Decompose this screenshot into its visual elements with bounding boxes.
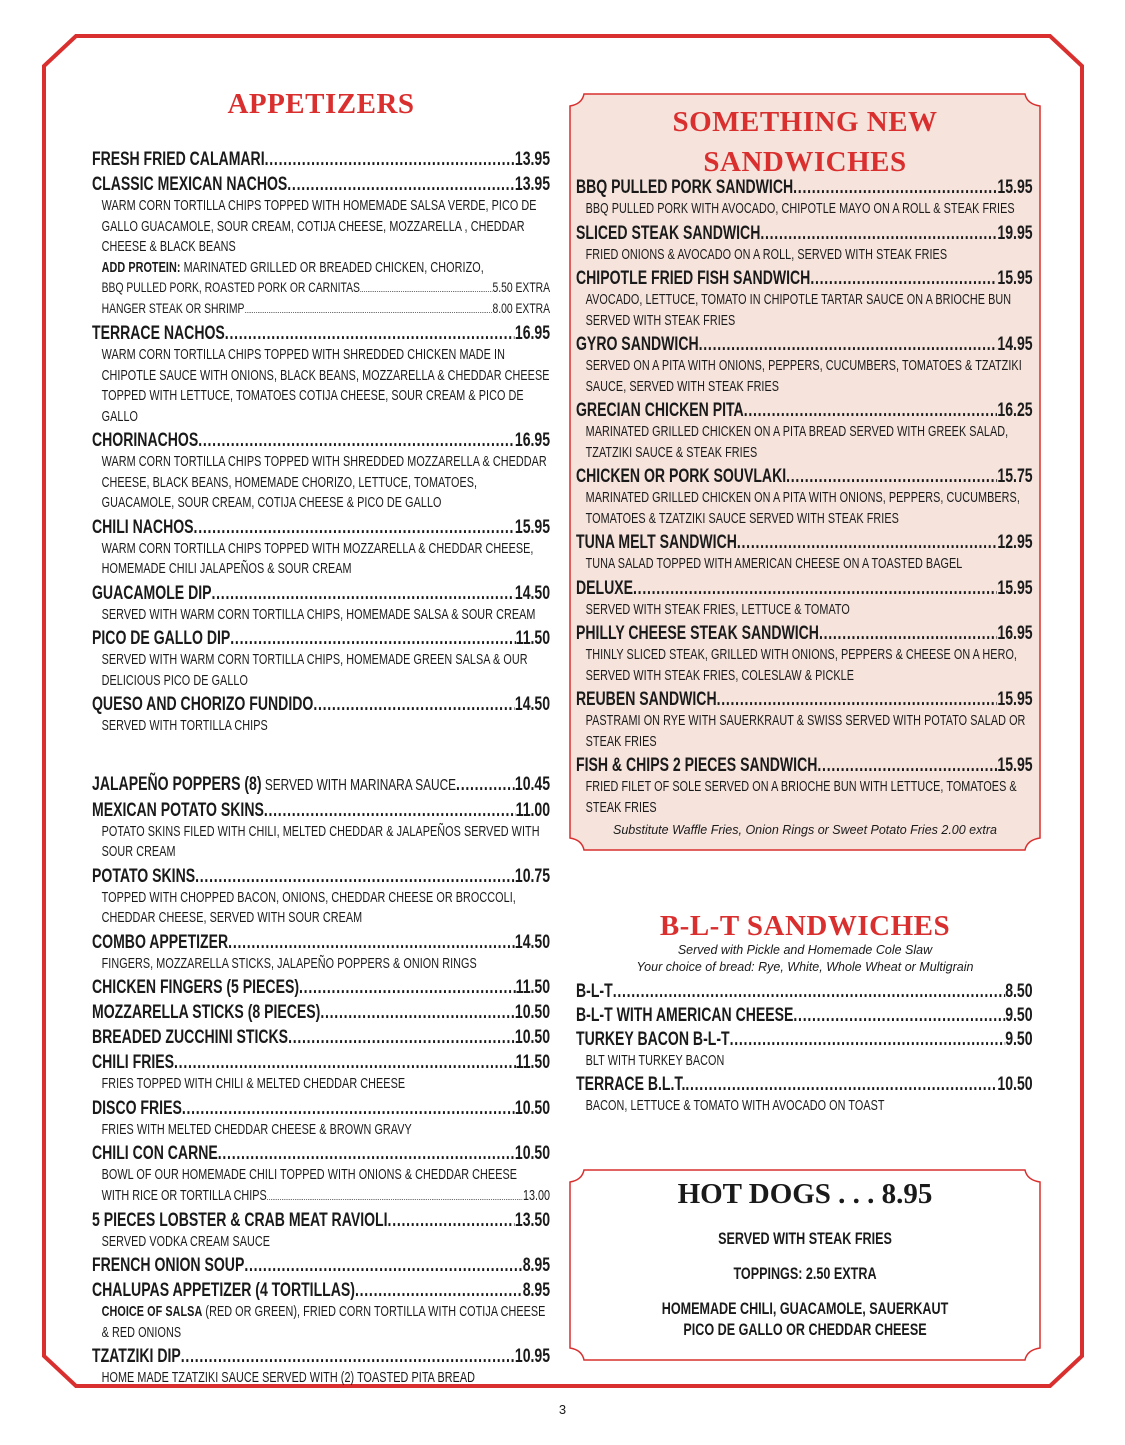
menu-item-name-text: TURKEY BACON B-L-T xyxy=(576,1029,730,1050)
sandwiches-note: Substitute Waffle Fries, Onion Rings or Sweet Potato Fries 2.00 extra xyxy=(613,823,997,837)
dot-leader xyxy=(613,980,1006,1003)
menu-item-description: BOWL OF OUR HOMEMADE CHILI TOPPED WITH ONIONS & CHEDDAR CHEESE xyxy=(101,1167,518,1183)
menu-item-name xyxy=(92,931,228,954)
menu-item-name xyxy=(92,1097,182,1120)
menu-item-price: 11.50 xyxy=(515,977,551,998)
menu-item-price: 13.50 xyxy=(514,1209,551,1231)
menu-item-name-text: CHICKEN FINGERS (5 PIECES) xyxy=(92,977,300,998)
menu-item-description: SERVED WITH WARM CORN TORTILLA CHIPS, HOMEMADE GREEN SALSA & OUR DELICIOUS PICO DE GALLO xyxy=(101,652,528,689)
menu-item-price: 10.50 xyxy=(514,1097,551,1119)
menu-item-price: 15.95 xyxy=(997,755,1033,776)
menu-item-name xyxy=(576,465,786,488)
menu-item xyxy=(576,399,1033,463)
dot-leader xyxy=(355,1279,523,1302)
menu-item xyxy=(576,176,1033,220)
dot-leader xyxy=(218,1142,515,1165)
menu-item-name-text: PICO DE GALLO DIP xyxy=(92,628,231,649)
menu-item-description: TOPPED WITH CHOPPED BACON, ONIONS, CHEDDAR CHEESE OR BROCCOLI, CHEDDAR CHEESE, SERVED WITH SOUR CREAM xyxy=(101,889,516,926)
menu-item-header xyxy=(576,622,1033,645)
menu-item-header xyxy=(92,429,550,452)
blt-subtitle-1: Served with Pickle and Homemade Cole Slaw xyxy=(677,943,933,957)
menu-item-name xyxy=(576,333,699,356)
menu-item-name xyxy=(576,267,810,290)
menu-item-price: 8.50 xyxy=(1005,981,1033,1002)
dot-leader xyxy=(810,267,997,290)
menu-item-header xyxy=(92,516,550,539)
dot-leader xyxy=(174,1051,516,1074)
dot-leader xyxy=(817,754,997,777)
menu-item-name-text: CHILI NACHOS xyxy=(92,516,194,538)
menu-item-name-text: B-L-T WITH AMERICAN CHEESE xyxy=(576,1005,794,1026)
menu-item-description: SERVED ON A PITA WITH ONIONS, PEPPERS, CUCUMBERS, TOMATOES & TZATZIKI SAUCE, SERVED WITH STEAK FRIES xyxy=(585,358,1022,395)
menu-item-name xyxy=(92,1026,288,1049)
dot-leader xyxy=(456,773,515,796)
chalupas-description xyxy=(102,1302,550,1343)
dot-leader xyxy=(819,622,997,645)
menu-item-name xyxy=(576,688,717,711)
menu-item-price: 9.50 xyxy=(1005,1005,1033,1026)
menu-item xyxy=(92,516,550,580)
menu-item-price: 16.95 xyxy=(514,430,551,451)
menu-item-name-text: COMBO APPETIZER xyxy=(92,931,229,953)
dot-leader xyxy=(744,399,998,422)
dot-leader xyxy=(730,1028,1006,1051)
menu-item-description: WARM CORN TORTILLA CHIPS TOPPED WITH SHREDDED CHICKEN MADE IN CHIPOTLE SAUCE WITH ONIONS, BLACK BEANS, MOZZARELLA & CHEDDAR CHEESE TOPPED WITH LETTUCE, TOMATOES COTIJA CHEESE, SOUR CREAM & PICO DE GALLO xyxy=(101,347,550,425)
menu-item-price: 10.75 xyxy=(514,865,551,887)
menu-item-name-text: CLASSIC MEXICAN NACHOS xyxy=(92,174,288,195)
menu-item-name xyxy=(576,1004,793,1027)
menu-item-description: MARINATED GRILLED CHICKEN ON A PITA WITH ONIONS, PEPPERS, CUCUMBERS, TOMATOES & TZATZIKI SAUCE SERVED WITH STEAK FRIES xyxy=(585,490,1020,527)
menu-item-description: MARINATED GRILLED CHICKEN ON A PITA BREAD SERVED WITH GREEK SALAD, TZATZIKI SAUCE & STEAK FRIES xyxy=(585,424,1009,461)
menu-item-header xyxy=(576,980,1033,1003)
dot-leader xyxy=(633,577,997,600)
dot-leader xyxy=(313,693,515,716)
menu-item-description: SERVED WITH STEAK FRIES, LETTUCE & TOMATO xyxy=(585,601,850,618)
menu-item-name-text: FRESH FRIED CALAMARI xyxy=(92,149,265,170)
menu-item-name-text: SLICED STEAK SANDWICH xyxy=(576,222,761,244)
menu-item-description: HOME MADE TZATZIKI SAUCE SERVED WITH (2) TOASTED PITA BREAD xyxy=(101,1370,476,1386)
menu-item xyxy=(576,222,1033,266)
menu-item-price: 15.95 xyxy=(997,577,1033,599)
menu-item-price: 15.95 xyxy=(997,268,1033,289)
menu-item xyxy=(576,1004,1033,1027)
menu-item xyxy=(92,1254,550,1277)
dot-leader xyxy=(230,627,515,650)
menu-item-name-text: DELUXE xyxy=(576,577,634,599)
menu-item xyxy=(576,267,1033,331)
menu-item-description: POTATO SKINS FILED WITH CHILI, MELTED CHEDDAR & JALAPEÑOS SERVED WITH SOUR CREAM xyxy=(101,823,540,860)
menu-item-name xyxy=(92,1209,388,1232)
menu-item xyxy=(92,799,550,863)
menu-item-header xyxy=(92,1051,550,1074)
menu-item-name-text: TUNA MELT SANDWICH xyxy=(576,532,737,553)
menu-item-header xyxy=(576,333,1033,356)
menu-item xyxy=(576,980,1033,1003)
menu-item-name-text: CHILI CON CARNE xyxy=(92,1143,218,1164)
menu-item xyxy=(576,1073,1033,1117)
menu-item-price: 11.50 xyxy=(515,628,551,649)
menu-item xyxy=(92,1345,550,1389)
menu-item-header xyxy=(92,1097,550,1120)
add-protein-text: MARINATED GRILLED OR BREADED CHICKEN, CHORIZO, xyxy=(180,259,484,276)
dot-leader xyxy=(181,1345,515,1368)
protein-option-label: BBQ PULLED PORK, ROASTED PORK OR CARNITAS xyxy=(101,279,360,295)
protein-option xyxy=(102,278,550,299)
menu-item-price: 15.95 xyxy=(997,689,1033,710)
sandwiches-title xyxy=(570,102,1040,182)
menu-item-header xyxy=(92,865,550,888)
menu-item-description: BACON, LETTUCE & TOMATO WITH AVOCADO ON TOAST xyxy=(585,1097,885,1114)
menu-item xyxy=(92,1142,550,1207)
menu-item-price: 10.50 xyxy=(997,1073,1033,1095)
menu-item-name xyxy=(576,980,613,1003)
menu-item-header xyxy=(576,1073,1033,1096)
sandwiches-list xyxy=(576,176,1033,818)
menu-item-description: THINLY SLICED STEAK, GRILLED WITH ONIONS, PEPPERS & CHEESE ON A HERO, SERVED WITH STEAK FRIES, COLESLAW & PICKLE xyxy=(585,647,1018,684)
dot-leader xyxy=(212,582,515,605)
menu-item-name xyxy=(92,582,212,605)
dot-leader xyxy=(299,976,516,999)
menu-item-name-text: GUACAMOLE DIP xyxy=(92,582,212,604)
menu-item-name-text: DISCO FRIES xyxy=(92,1097,182,1119)
menu-item xyxy=(92,1026,550,1049)
menu-item-name-text: BBQ PULLED PORK SANDWICH xyxy=(576,177,794,198)
option-price: 13.00 xyxy=(523,1187,551,1204)
menu-item-name xyxy=(576,754,817,777)
menu-item-name xyxy=(576,1073,685,1096)
menu-item-price: 10.50 xyxy=(514,1143,551,1164)
menu-item-price: 13.95 xyxy=(514,174,551,195)
menu-item-name xyxy=(92,773,456,797)
dot-leader xyxy=(194,516,515,539)
menu-item-header xyxy=(576,267,1033,290)
menu-item-header xyxy=(92,773,550,797)
dot-leader xyxy=(265,148,515,171)
hotdogs-details xyxy=(570,1228,1040,1340)
menu-item-name-text: JALAPEÑO POPPERS (8) xyxy=(92,773,262,795)
menu-item-name-text: CHICKEN OR PORK SOUVLAKI xyxy=(576,466,787,487)
menu-item-header xyxy=(92,1254,550,1277)
dot-leader xyxy=(786,465,997,488)
dot-leader xyxy=(225,322,515,345)
menu-item xyxy=(576,754,1033,818)
menu-item-header xyxy=(576,1004,1033,1027)
menu-item xyxy=(92,1209,550,1253)
menu-item-name-text: PHILLY CHEESE STEAK SANDWICH xyxy=(576,623,819,644)
menu-item-name xyxy=(92,148,265,171)
menu-item-price: 8.95 xyxy=(522,1280,551,1301)
menu-item-name xyxy=(92,693,313,716)
menu-item-price: 10.50 xyxy=(514,1027,551,1048)
dot-leader xyxy=(717,688,998,711)
menu-item-price: 14.50 xyxy=(514,694,551,715)
dot-leader xyxy=(182,1097,515,1120)
menu-item-price: 8.95 xyxy=(522,1255,551,1276)
menu-item-description: BLT WITH TURKEY BACON xyxy=(585,1053,725,1069)
menu-item-description: WARM CORN TORTILLA CHIPS TOPPED WITH HOMEMADE SALSA VERDE, PICO DE GALLO GUACAMOLE, SOUR CREAM, COTIJA CHEESE, MOZZARELLA , CHEDDAR CHEESE & BLACK BEANS xyxy=(101,198,537,255)
protein-option-price: 5.50 EXTRA xyxy=(492,279,551,295)
menu-item-description: FRIES WITH MELTED CHEDDAR CHEESE & BROWN GRAVY xyxy=(101,1121,412,1138)
menu-item-header xyxy=(92,799,550,822)
dot-leader xyxy=(737,531,998,554)
menu-item xyxy=(92,865,550,929)
menu-item xyxy=(576,622,1033,686)
protein-option-label: HANGER STEAK OR SHRIMP xyxy=(101,300,245,316)
menu-item-description: SERVED WITH WARM CORN TORTILLA CHIPS, HOMEMADE SALSA & SOUR CREAM xyxy=(101,606,536,623)
menu-item-header xyxy=(92,627,550,650)
menu-item-price: 11.50 xyxy=(515,1052,551,1073)
menu-item xyxy=(576,1028,1033,1072)
menu-item-name xyxy=(576,622,819,645)
menu-item-name xyxy=(92,627,230,650)
appetizers-title: APPETIZERS xyxy=(227,88,415,120)
dot-leader xyxy=(244,299,492,320)
menu-item-name xyxy=(576,577,633,600)
sandwiches-title-line2: SANDWICHES xyxy=(703,146,907,178)
menu-item-name xyxy=(92,429,198,452)
menu-item-header xyxy=(92,693,550,716)
menu-item-price: 14.50 xyxy=(514,931,551,953)
menu-item-price: 10.50 xyxy=(514,1002,551,1023)
menu-item-name xyxy=(92,1051,174,1074)
menu-item-name xyxy=(576,399,744,422)
menu-item-header xyxy=(576,465,1033,488)
protein-option xyxy=(102,299,550,320)
menu-item-description: AVOCADO, LETTUCE, TOMATO IN CHIPOTLE TARTAR SAUCE ON A BRIOCHE BUN SERVED WITH STEAK FRIES xyxy=(585,292,1012,329)
menu-item xyxy=(576,531,1033,575)
menu-item-name xyxy=(92,1279,355,1302)
menu-item-name xyxy=(92,1345,181,1368)
menu-item-description: FRIED FILET OF SOLE SERVED ON A BRIOCHE BUN WITH LETTUCE, TOMATOES & STEAK FRIES xyxy=(585,779,1017,816)
menu-item-header xyxy=(576,222,1033,245)
dot-leader xyxy=(195,865,515,888)
menu-item-header xyxy=(92,582,550,605)
menu-item-description: FRIED ONIONS & AVOCADO ON A ROLL, SERVED WITH STEAK FRIES xyxy=(585,246,948,263)
menu-item-header xyxy=(92,931,550,954)
menu-item-header xyxy=(92,322,550,345)
menu-item-header xyxy=(576,399,1033,422)
menu-item-header xyxy=(92,148,550,171)
menu-item xyxy=(92,1001,550,1024)
blt-subtitle-2: Your choice of bread: Rye, White, Whole Wheat or Multigrain xyxy=(636,960,974,974)
menu-item-header xyxy=(92,1345,550,1368)
hotdogs-line2: TOPPINGS: 2.50 EXTRA xyxy=(733,1264,877,1283)
menu-item xyxy=(92,627,550,691)
menu-item-name-text: TZATZIKI DIP xyxy=(92,1346,181,1367)
menu-item xyxy=(576,333,1033,397)
menu-item-price: 15.75 xyxy=(997,466,1033,487)
menu-item-price: 10.45 xyxy=(514,773,551,795)
dot-leader xyxy=(793,176,997,199)
menu-item-name-text: CHORINACHOS xyxy=(92,430,199,451)
menu-item-name-text: 5 PIECES LOBSTER & CRAB MEAT RAVIOLI xyxy=(92,1209,388,1231)
menu-item-name-text: FISH & CHIPS 2 PIECES SANDWICH xyxy=(576,755,818,776)
menu-item-header xyxy=(576,176,1033,199)
menu-item xyxy=(576,577,1033,621)
dot-leader xyxy=(288,1026,515,1049)
menu-item-price: 10.95 xyxy=(514,1346,551,1367)
menu-item-name xyxy=(576,1028,730,1051)
menu-item-name-text: CHILI FRIES xyxy=(92,1052,175,1073)
dot-leader xyxy=(267,1186,523,1207)
menu-item-name xyxy=(576,222,760,245)
menu-item xyxy=(92,693,550,737)
blt-list xyxy=(576,980,1033,1116)
menu-item-name xyxy=(92,322,225,345)
menu-item-description: WARM CORN TORTILLA CHIPS TOPPED WITH SHREDDED MOZZARELLA & CHEDDAR CHEESE, BLACK BEANS, HOMEMADE CHORIZO, LETTUCE, TOMATOES, GUACAMOLE, SOUR CREAM, COTIJA CHEESE & PICO DE GALLO xyxy=(101,454,547,511)
menu-item-description: FRIES TOPPED WITH CHILI & MELTED CHEDDAR CHEESE xyxy=(101,1076,406,1092)
menu-item xyxy=(576,465,1033,529)
menu-item xyxy=(92,322,550,427)
menu-item-header xyxy=(92,1026,550,1049)
menu-item-header xyxy=(576,577,1033,600)
menu-item-name-text: CHIPOTLE FRIED FISH SANDWICH xyxy=(576,268,811,289)
menu-item xyxy=(92,1051,550,1095)
appetizers-list xyxy=(92,148,550,1389)
menu-item-name-text: QUESO AND CHORIZO FUNDIDO xyxy=(92,694,314,715)
menu-item-header xyxy=(576,1028,1033,1051)
menu-item-description: WARM CORN TORTILLA CHIPS TOPPED WITH MOZZARELLA & CHEDDAR CHEESE, HOMEMADE CHILI JALAPEÑOS & SOUR CREAM xyxy=(101,540,534,577)
page-number: 3 xyxy=(558,1402,567,1417)
menu-item-name-text: GYRO SANDWICH xyxy=(576,334,699,355)
menu-item-name xyxy=(92,865,195,888)
sandwiches-title-line1: SOMETHING NEW xyxy=(672,106,938,138)
dot-leader xyxy=(244,1254,522,1277)
menu-item-name xyxy=(92,799,264,822)
menu-item-header xyxy=(576,688,1033,711)
menu-item-description: BBQ PULLED PORK WITH AVOCADO, CHIPOTLE MAYO ON A ROLL & STEAK FRIES xyxy=(585,201,1015,217)
menu-item xyxy=(92,173,550,320)
menu-item-name-text: CHALUPAS APPETIZER (4 TORTILLAS) xyxy=(92,1280,355,1301)
menu-item-price: 9.50 xyxy=(1005,1029,1033,1050)
menu-item-name-text: POTATO SKINS xyxy=(92,865,196,887)
dot-leader xyxy=(228,931,515,954)
chalupas-label: CHOICE OF SALSA xyxy=(101,1304,203,1320)
menu-item-description: TUNA SALAD TOPPED WITH AMERICAN CHEESE ON A TOASTED BAGEL xyxy=(585,556,963,572)
menu-item-name-text: B-L-T xyxy=(576,981,613,1002)
menu-item-name xyxy=(92,516,194,539)
menu-item-header xyxy=(92,173,550,196)
blt-title: B-L-T SANDWICHES xyxy=(659,910,951,942)
menu-item xyxy=(92,1097,550,1141)
menu-item-header xyxy=(92,1001,550,1024)
hotdogs-line4: PICO DE GALLO OR CHEDDAR CHEESE xyxy=(683,1320,927,1339)
menu-item-name-text: MEXICAN POTATO SKINS xyxy=(92,799,264,821)
menu-item-price: 15.95 xyxy=(997,177,1033,198)
hotdogs-title: HOT DOGS . . . 8.95 xyxy=(677,1178,933,1210)
menu-item-price: 14.95 xyxy=(997,334,1033,355)
menu-item-name xyxy=(92,976,299,999)
menu-item-header xyxy=(92,1209,550,1232)
menu-item-name-text: GRECIAN CHICKEN PITA xyxy=(576,400,744,421)
menu-item-name-text: TERRACE NACHOS xyxy=(92,323,225,344)
menu-item xyxy=(92,976,550,999)
chili-con-carne-option xyxy=(102,1186,550,1207)
menu-item xyxy=(92,931,550,975)
menu-item-price: 19.95 xyxy=(997,222,1033,244)
menu-item-header xyxy=(92,1279,550,1302)
menu-item-price: 11.00 xyxy=(515,799,551,821)
menu-item-name xyxy=(92,1142,218,1165)
menu-item-description: PASTRAMI ON RYE WITH SAUERKRAUT & SWISS SERVED WITH POTATO SALAD OR STEAK FRIES xyxy=(585,713,1026,750)
menu-item-name-text: BREADED ZUCCHINI STICKS xyxy=(92,1027,289,1048)
menu-item-name-text: TERRACE B.L.T. xyxy=(576,1073,686,1095)
menu-item xyxy=(92,773,550,797)
menu-item-name xyxy=(92,1001,320,1024)
chalupas-text: (RED OR GREEN), FRIED CORN TORTILLA WITH COTIJA CHEESE & RED ONIONS xyxy=(101,1304,546,1341)
menu-item xyxy=(92,582,550,626)
hotdogs-line1: SERVED WITH STEAK FRIES xyxy=(718,1229,892,1248)
menu-item-header xyxy=(576,531,1033,554)
dot-leader xyxy=(685,1073,997,1096)
menu-item-price: 16.25 xyxy=(997,400,1033,421)
add-protein-label: ADD PROTEIN: xyxy=(101,259,181,276)
menu-item-price: 16.95 xyxy=(514,323,551,344)
menu-item-price: 15.95 xyxy=(514,516,551,538)
menu-item-name-text: MOZZARELLA STICKS (8 PIECES) xyxy=(92,1002,321,1023)
menu-item-price: 12.95 xyxy=(997,532,1033,553)
menu-item-price: 13.95 xyxy=(514,149,551,170)
menu-item-name xyxy=(92,1254,244,1277)
option-label: WITH RICE OR TORTILLA CHIPS xyxy=(101,1187,267,1204)
menu-item-header xyxy=(92,1142,550,1165)
menu-item-name xyxy=(92,173,287,196)
menu-item-name xyxy=(576,176,793,199)
dot-leader xyxy=(388,1209,515,1232)
menu-item-name-text: REUBEN SANDWICH xyxy=(576,689,717,710)
dot-leader xyxy=(287,173,515,196)
dot-leader xyxy=(793,1004,1005,1027)
menu-item-description: FINGERS, MOZZARELLA STICKS, JALAPEÑO POPPERS & ONION RINGS xyxy=(101,955,477,972)
menu-item xyxy=(576,688,1033,752)
menu-item-note: SERVED WITH MARINARA SAUCE xyxy=(261,776,457,794)
dot-leader xyxy=(360,278,493,299)
menu-item-price: 14.50 xyxy=(514,582,551,604)
menu-item-header xyxy=(576,754,1033,777)
menu-item-description: SERVED WITH TORTILLA CHIPS xyxy=(101,718,268,734)
dot-leader xyxy=(320,1001,515,1024)
dot-leader xyxy=(760,222,997,245)
menu-item-name xyxy=(576,531,737,554)
dot-leader xyxy=(264,799,516,822)
menu-item xyxy=(92,1279,550,1343)
menu-item-name-text: FRENCH ONION SOUP xyxy=(92,1255,245,1276)
hotdogs-line3: HOMEMADE CHILI, GUACAMOLE, SAUERKAUT xyxy=(661,1299,949,1318)
menu-item-header xyxy=(92,976,550,999)
menu-item-description: SERVED VODKA CREAM SAUCE xyxy=(101,1233,271,1250)
dot-leader xyxy=(198,429,515,452)
add-protein-note xyxy=(102,258,550,279)
menu-item-price: 16.95 xyxy=(997,623,1033,644)
protein-option-price: 8.00 EXTRA xyxy=(492,300,551,316)
menu-item xyxy=(92,148,550,171)
menu-item xyxy=(92,429,550,514)
dot-leader xyxy=(699,333,998,356)
